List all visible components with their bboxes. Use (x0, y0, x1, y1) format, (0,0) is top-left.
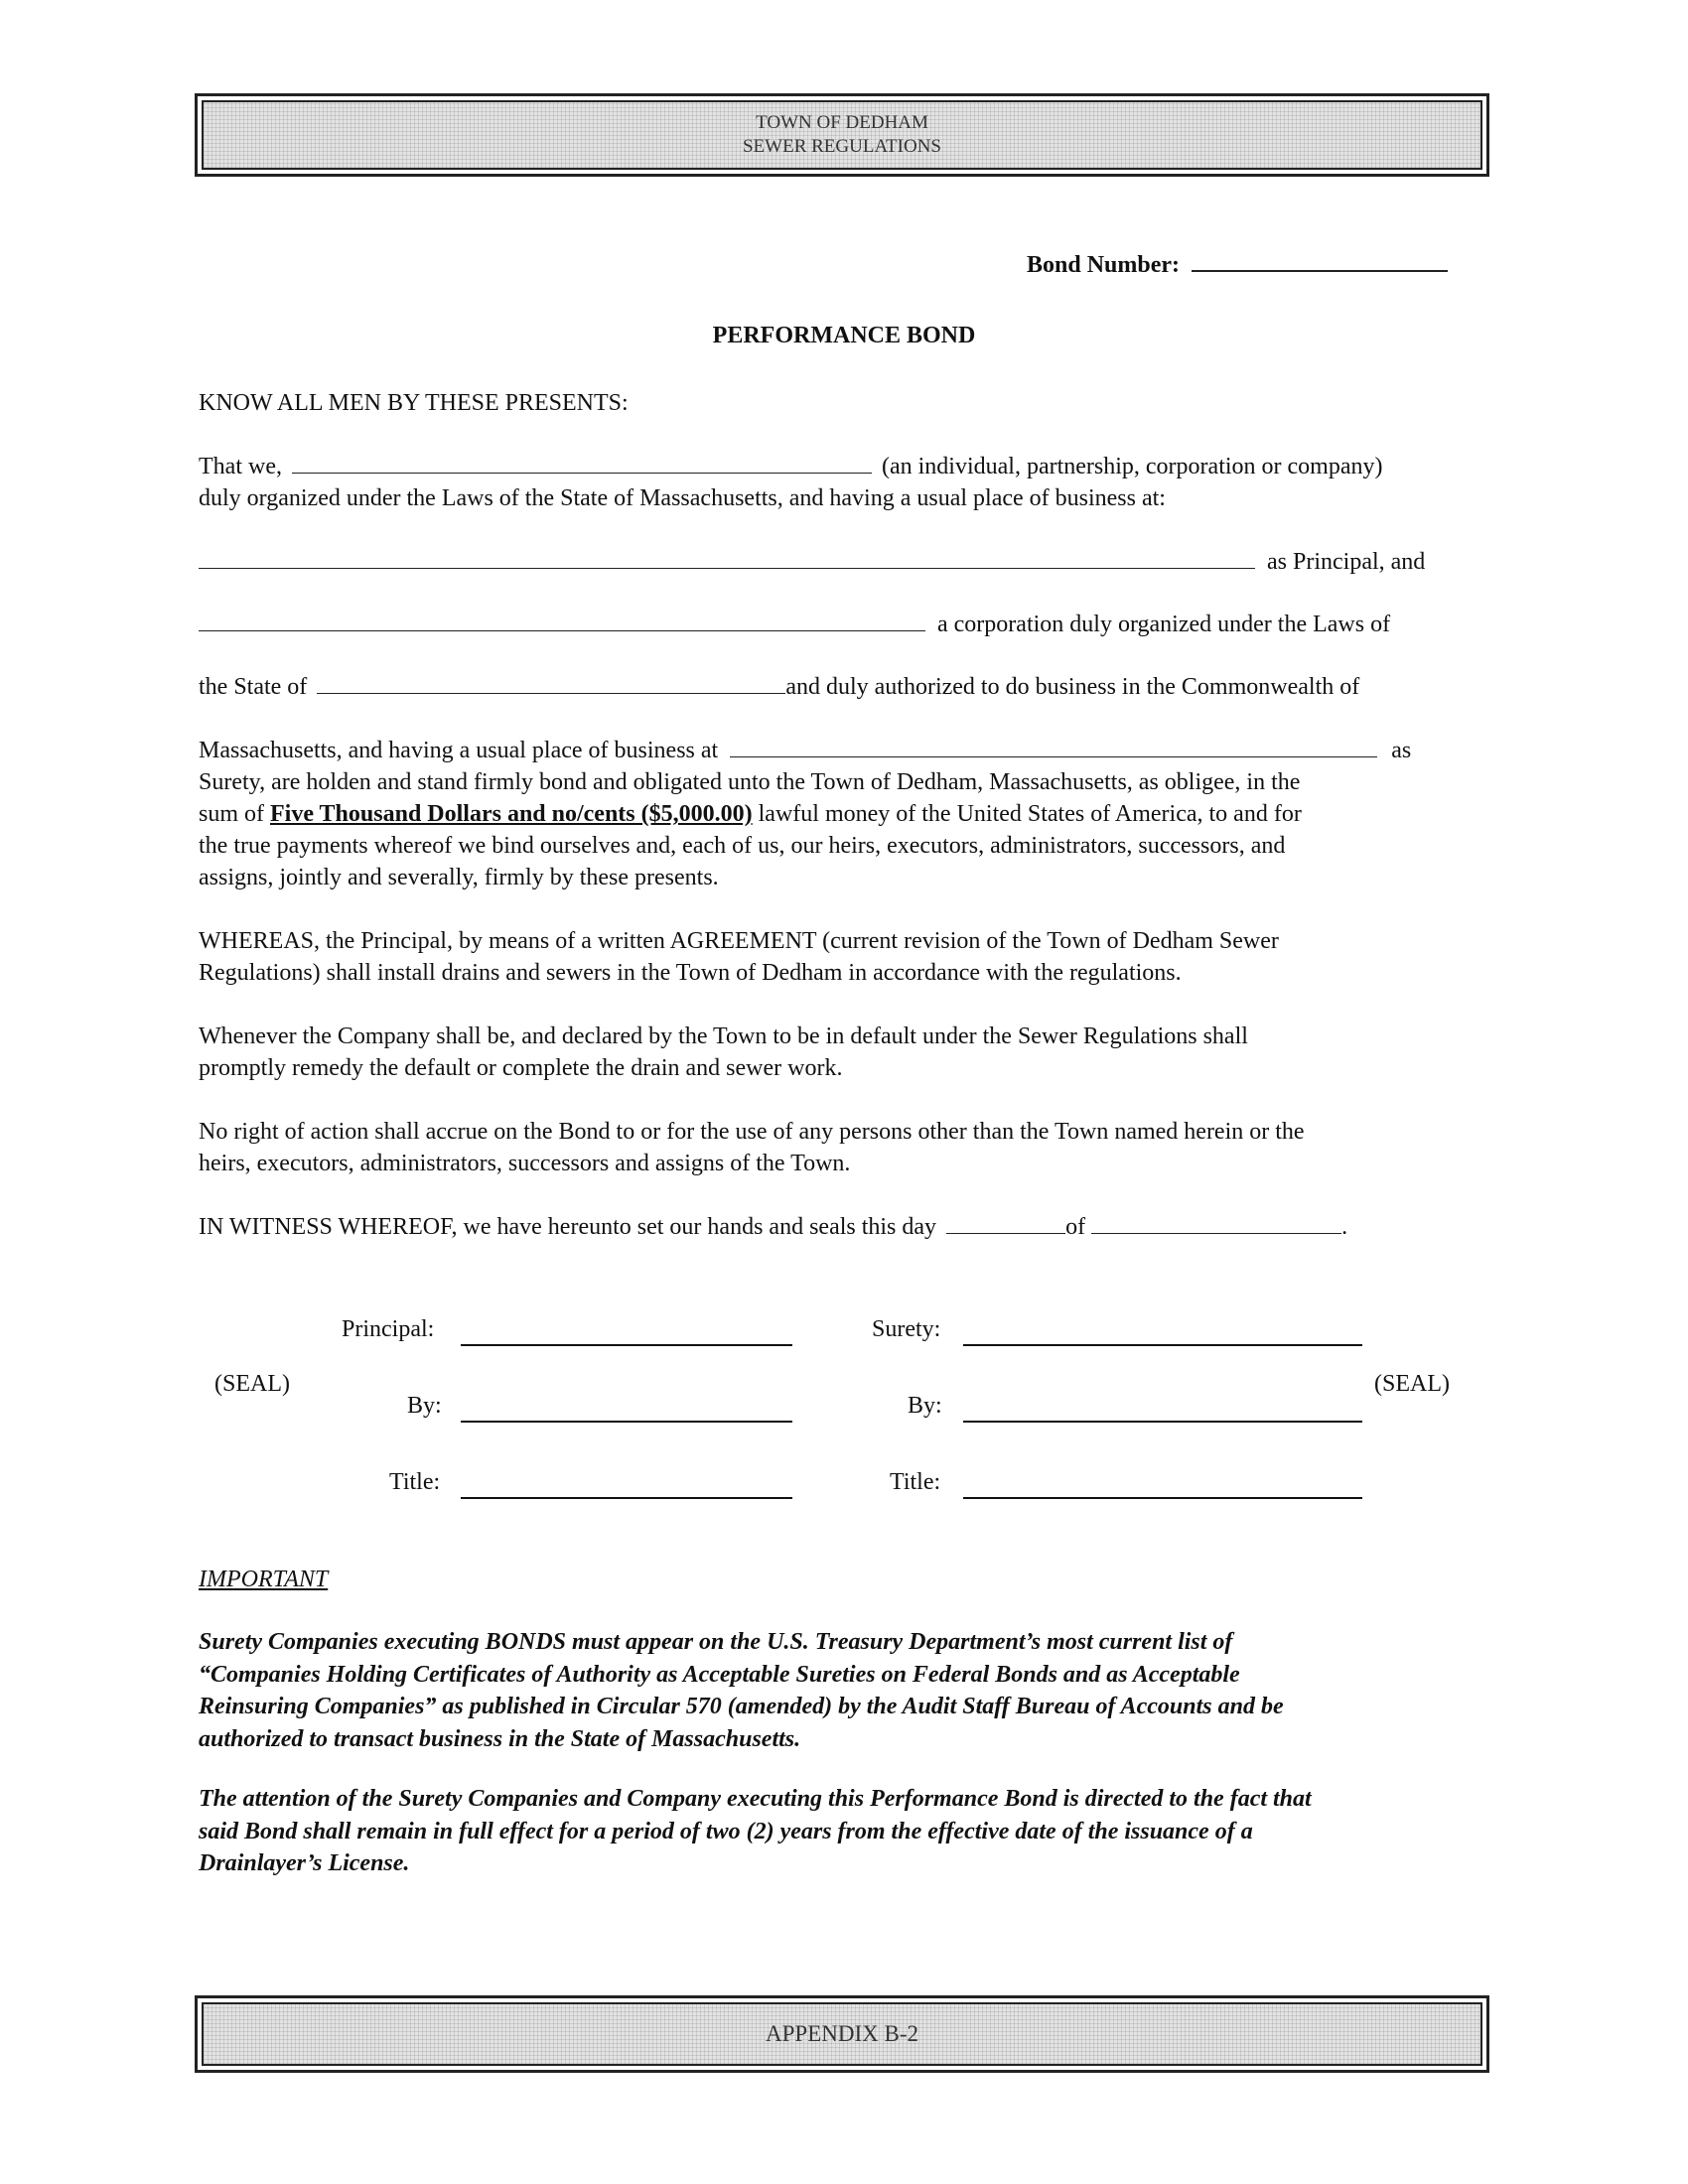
surety-address-row (199, 735, 1411, 766)
that-we-row (199, 451, 1382, 482)
surety-title-line[interactable] (963, 1497, 1362, 1499)
whenever-line2: promptly remedy the default or complete the drain and sewer work. (199, 1055, 843, 1081)
principal-name-field[interactable] (292, 451, 872, 474)
whereas-line2: Regulations) shall install drains and sewers in the Town of Dedham in accordance with the regulations. (199, 960, 1182, 986)
state-field[interactable] (317, 671, 785, 694)
important-heading: IMPORTANT (199, 1567, 329, 1592)
important-paragraph-2 (199, 1783, 1494, 1880)
no-right-line2: heirs, executors, administrators, successors and assigns of the Town. (199, 1151, 851, 1176)
important-p1-line3: Reinsuring Companies” as published in Circular 570 (amended) by the Audit Staff Bureau of Accounts and be (199, 1694, 1284, 1719)
lawful-money-text: lawful money of the United States of America, to and for (758, 801, 1302, 827)
important-p2-line2: said Bond shall remain in full effect for a period of two (2) years from the effective date of the issuance of a (199, 1818, 1253, 1844)
principal-address-field[interactable] (199, 546, 1255, 569)
surety-label: Surety: (872, 1316, 941, 1342)
header-banner (195, 93, 1489, 177)
corporation-text: a corporation duly organized under the Laws of (937, 612, 1391, 637)
bond-amount: Five Thousand Dollars and no/cents ($5,000.00) (270, 801, 753, 827)
duly-organized-text: duly organized under the Laws of the State of Massachusetts, and having a usual place of business at: (199, 485, 1166, 511)
surety-address-field[interactable] (730, 735, 1377, 757)
surety-corp-row (199, 609, 1390, 640)
principal-by-line[interactable] (461, 1421, 792, 1423)
bond-number-row (1027, 248, 1448, 281)
bond-sum-row (199, 798, 1302, 830)
whereas-line1: WHEREAS, the Principal, by means of a written AGREEMENT (current revision of the Town of Dedham Sewer (199, 928, 1279, 954)
seal-right: (SEAL) (1374, 1371, 1450, 1397)
surety-as-text: as (1391, 738, 1412, 763)
header-line1: TOWN OF DEDHAM (756, 112, 928, 133)
witness-text: IN WITNESS WHEREOF, we have hereunto set our hands and seals this day (199, 1214, 937, 1240)
that-we-label: That we, (199, 454, 282, 479)
state-of-row (199, 671, 1359, 703)
principal-title-label: Title: (389, 1469, 441, 1495)
principal-address-row (199, 546, 1425, 578)
surety-holden-text: Surety, are holden and stand firmly bond and obligated unto the Town of Dedham, Massachusetts, as obligee, in the (199, 769, 1301, 795)
principal-title-line[interactable] (461, 1497, 792, 1499)
witness-day-field[interactable] (946, 1211, 1065, 1234)
surety-by-line[interactable] (963, 1421, 1362, 1423)
witness-row (199, 1211, 1347, 1243)
authorized-text: and duly authorized to do business in the Commonwealth of (785, 674, 1360, 700)
surety-title-label: Title: (890, 1469, 941, 1495)
principal-label: Principal: (342, 1316, 435, 1342)
surety-by-label: By: (908, 1393, 942, 1419)
witness-of-text: of (1065, 1214, 1086, 1240)
important-p2-line1: The attention of the Surety Companies and Company executing this Performance Bond is directed to the fact that (199, 1786, 1312, 1812)
bond-number-field[interactable] (1192, 248, 1448, 272)
sum-of-label: sum of (199, 801, 264, 827)
footer-text: APPENDIX B-2 (766, 2021, 918, 2046)
whenever-line1: Whenever the Company shall be, and declared by the Town to be in default under the Sewer Regulations shall (199, 1024, 1248, 1049)
bond-number-label: Bond Number: (1027, 252, 1181, 278)
principal-signature-line[interactable] (461, 1344, 792, 1346)
important-p2-line3: Drainlayer’s License. (199, 1850, 410, 1876)
footer-banner (195, 1995, 1489, 2073)
surety-address-label: Massachusetts, and having a usual place of business at (199, 738, 719, 763)
witness-end: . (1341, 1214, 1348, 1240)
witness-month-field[interactable] (1091, 1211, 1341, 1234)
bind-ourselves-text: the true payments whereof we bind ourselves and, each of us, our heirs, executors, administrators, successors, and (199, 833, 1286, 859)
jointly-severally-text: assigns, jointly and severally, firmly by these presents. (199, 865, 719, 890)
surety-signature-line[interactable] (963, 1344, 1362, 1346)
seal-left: (SEAL) (214, 1371, 290, 1397)
entity-types-text: (an individual, partnership, corporation or company) (881, 454, 1383, 479)
principal-by-label: By: (407, 1393, 442, 1419)
important-p1-line2: “Companies Holding Certificates of Authority as Acceptable Sureties on Federal Bonds and as Acceptable (199, 1661, 1240, 1688)
footer-banner-inner (202, 2002, 1482, 2066)
important-paragraph-1 (199, 1626, 1494, 1755)
no-right-line1: No right of action shall accrue on the Bond to or for the use of any persons other than the Town named herein or the (199, 1119, 1305, 1145)
state-of-label: the State of (199, 674, 308, 700)
surety-name-field[interactable] (199, 609, 925, 631)
important-p1-line4: authorized to transact business in the State of Massachusetts. (199, 1725, 801, 1752)
as-principal-text: as Principal, and (1267, 549, 1426, 575)
document-title: PERFORMANCE BOND (712, 323, 976, 348)
intro-text: KNOW ALL MEN BY THESE PRESENTS: (199, 390, 629, 416)
header-banner-inner (202, 100, 1482, 170)
header-line2: SEWER REGULATIONS (742, 136, 942, 157)
important-p1-line1: Surety Companies executing BONDS must appear on the U.S. Treasury Department’s most current list of (199, 1629, 1233, 1655)
